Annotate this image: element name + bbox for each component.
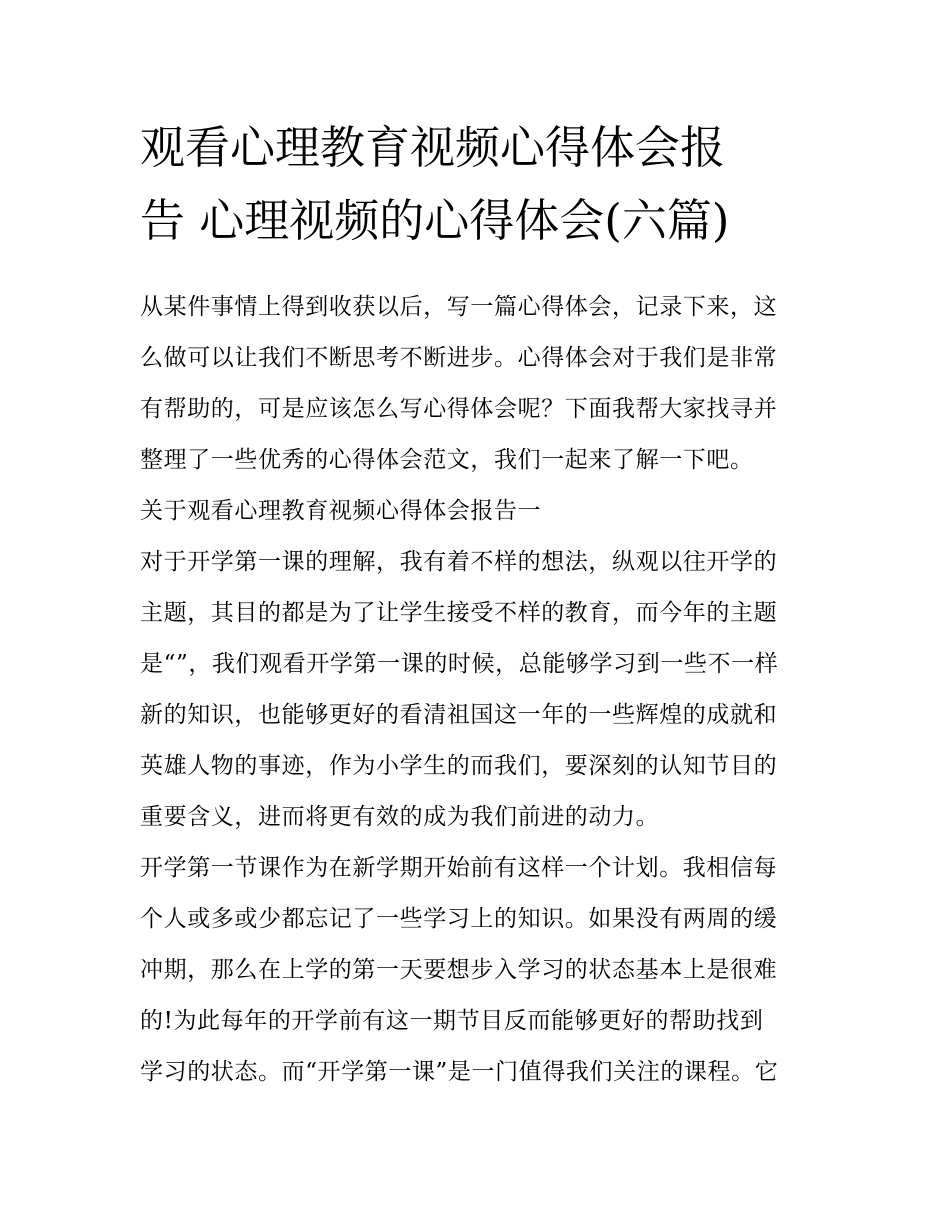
section-heading: 关于观看心理教育视频心得体会报告一 — [140, 498, 542, 524]
paragraph-1-line-3: 是“”，我们观看开学第一课的时候，总能够学习到一些不一样 — [140, 651, 779, 677]
paragraph-2-line-4: 的!为此每年的开学前有这一期节目反而能够更好的帮助找到 — [140, 1008, 764, 1034]
intro-line-3: 有帮助的，可是应该怎么写心得体会呢？下面我帮大家找寻并 — [140, 396, 778, 422]
paragraph-1-line-4: 新的知识，也能够更好的看清祖国这一年的一些辉煌的成就和 — [140, 702, 778, 728]
paragraph-1-line-2: 主题，其目的都是为了让学生接受不样的教育，而今年的主题 — [140, 600, 778, 626]
paragraph-1-line-1: 对于开学第一课的理解，我有着不样的想法，纵观以往开学的 — [140, 549, 778, 575]
title-line-1: 观看心理教育视频心得体会报 — [140, 121, 726, 174]
document-body — [140, 282, 812, 1098]
paragraph-2-line-2: 个人或多或少都忘记了一些学习上的知识。如果没有两周的缓 — [140, 906, 778, 932]
intro-line-4: 整理了一些优秀的心得体会范文，我们一起来了解一下吧。 — [140, 447, 754, 473]
paragraph-1-line-5: 英雄人物的事迹，作为小学生的而我们，要深刻的认知节目的 — [140, 753, 778, 779]
intro-line-1: 从某件事情上得到收获以后，写一篇心得体会，记录下来，这 — [140, 294, 778, 320]
paragraph-2-line-3: 冲期，那么在上学的第一天要想步入学习的状态基本上是很难 — [140, 957, 778, 983]
paragraph-2-line-1: 开学第一节课作为在新学期开始前有这样一个计划。我相信每 — [140, 855, 778, 881]
title-line-2: 告 心理视频的心得体会(六篇) — [140, 194, 730, 247]
intro-line-2: 么做可以让我们不断思考不断进步。心得体会对于我们是非常 — [140, 345, 778, 371]
document-content — [140, 111, 812, 1098]
paragraph-1-line-6: 重要含义，进而将更有效的成为我们前进的动力。 — [140, 804, 660, 830]
paragraph-2-line-5: 学习的状态。而“开学第一课”是一门值得我们关注的课程。它 — [140, 1059, 779, 1085]
document-title — [140, 111, 812, 257]
